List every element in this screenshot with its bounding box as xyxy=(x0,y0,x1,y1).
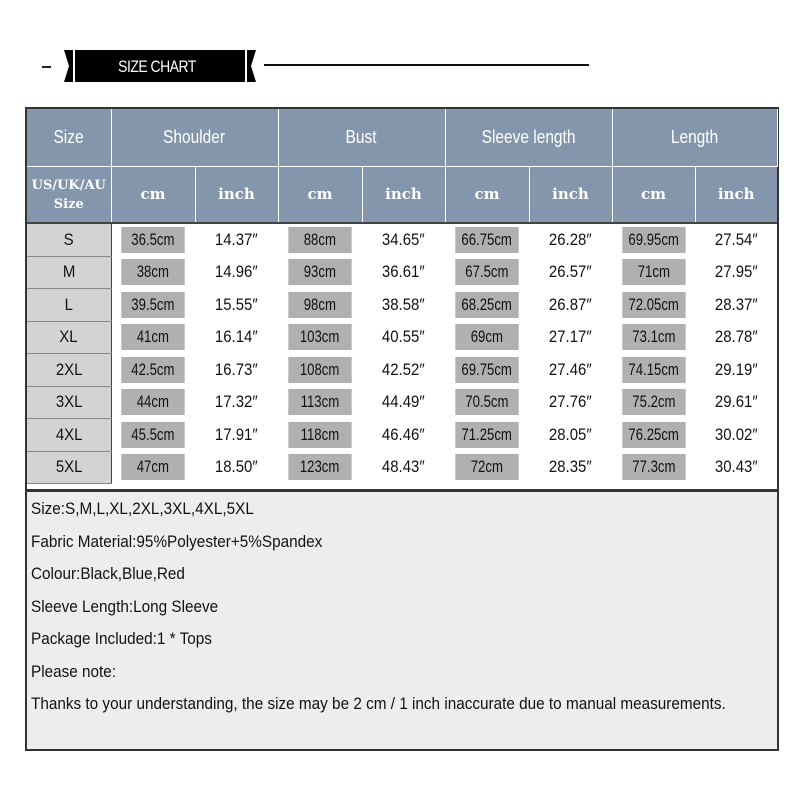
table-row xyxy=(27,354,777,387)
inch-cell xyxy=(362,451,445,484)
inch-cell xyxy=(195,256,278,289)
inch-cell xyxy=(695,289,777,322)
inch-cell xyxy=(362,419,445,452)
inch-cell xyxy=(362,256,445,289)
cm-cell xyxy=(111,386,195,419)
inch-cell xyxy=(529,256,612,289)
cm-cell xyxy=(278,451,362,484)
inch-cell xyxy=(695,451,777,484)
inch-cell xyxy=(529,289,612,322)
cm-value: 75.2cm xyxy=(631,392,676,412)
cm-cell xyxy=(445,386,529,419)
unit-inch: inch xyxy=(529,167,612,224)
inch-value: 27.76″ xyxy=(549,392,592,412)
group-header-row xyxy=(27,109,777,167)
inch-value: 28.78″ xyxy=(714,327,758,347)
inch-value: 16.14″ xyxy=(215,327,258,347)
table-row xyxy=(27,321,777,354)
cm-value: 118cm xyxy=(300,424,340,444)
size-cell xyxy=(27,386,111,419)
size-value: M xyxy=(62,262,75,282)
cm-value: 73.1cm xyxy=(631,327,676,347)
cm-cell xyxy=(111,256,195,289)
inch-cell xyxy=(529,321,612,354)
cm-cell xyxy=(445,321,529,354)
size-region-label: US/UK/AU Size xyxy=(27,167,111,224)
inch-cell xyxy=(695,386,777,419)
cm-value: 47cm xyxy=(137,457,170,477)
inch-value: 26.28″ xyxy=(549,229,592,249)
inch-value: 36.61″ xyxy=(382,262,425,282)
description-line: Colour:Black,Blue,Red xyxy=(31,564,185,583)
inch-cell xyxy=(695,354,777,387)
inch-value: 46.46″ xyxy=(382,424,425,444)
header-length: Length xyxy=(612,109,777,167)
cm-cell xyxy=(445,256,529,289)
unit-inch: inch xyxy=(195,167,278,224)
table-row xyxy=(27,256,777,289)
cm-value: 72.05cm xyxy=(628,294,679,314)
size-value: S xyxy=(63,229,74,249)
cm-value: 77.3cm xyxy=(631,457,676,477)
table-row xyxy=(27,386,777,419)
cm-cell xyxy=(445,354,529,387)
unit-cm: cm xyxy=(445,167,529,224)
cm-cell xyxy=(111,419,195,452)
inch-value: 17.32″ xyxy=(215,392,258,412)
cm-cell xyxy=(612,354,695,387)
inch-value: 27.54″ xyxy=(714,229,758,249)
inch-cell xyxy=(362,321,445,354)
size-table-body xyxy=(27,223,777,484)
inch-cell xyxy=(695,321,777,354)
cm-value: 39.5cm xyxy=(131,294,175,314)
description-line: Thanks to your understanding, the size may be 2 cm / 1 inch inaccurate due to manual measurements. xyxy=(31,694,726,713)
inch-cell xyxy=(362,289,445,322)
inch-cell xyxy=(195,289,278,322)
cm-cell xyxy=(111,354,195,387)
inch-value: 16.73″ xyxy=(215,359,258,379)
cm-cell xyxy=(445,419,529,452)
inch-value: 48.43″ xyxy=(382,457,425,477)
unit-cm: cm xyxy=(612,167,695,224)
size-value: L xyxy=(64,294,73,314)
inch-cell xyxy=(195,321,278,354)
size-value: 4XL xyxy=(55,424,83,444)
cm-cell xyxy=(278,354,362,387)
cm-value: 123cm xyxy=(300,457,340,477)
cm-value: 69.75cm xyxy=(461,359,513,379)
cm-cell xyxy=(612,289,695,322)
cm-cell xyxy=(278,386,362,419)
unit-header-row xyxy=(27,167,777,224)
size-table-container xyxy=(25,107,779,491)
cm-cell xyxy=(612,386,695,419)
cm-cell xyxy=(445,223,529,256)
cm-value: 36.5cm xyxy=(131,229,175,249)
cm-value: 93cm xyxy=(303,262,337,282)
size-cell xyxy=(27,451,111,484)
description-line: Fabric Material:95%Polyester+5%Spandex xyxy=(31,531,323,551)
cm-value: 70.5cm xyxy=(465,392,509,412)
inch-value: 27.95″ xyxy=(714,262,758,282)
inch-cell xyxy=(695,223,777,256)
inch-cell xyxy=(362,386,445,419)
inch-value: 26.87″ xyxy=(549,294,592,314)
cm-cell xyxy=(278,256,362,289)
table-row xyxy=(27,223,777,256)
inch-value: 27.17″ xyxy=(549,327,592,347)
inch-value: 15.55″ xyxy=(215,294,258,314)
size-cell xyxy=(27,321,111,354)
inch-value: 14.37″ xyxy=(215,229,258,249)
cm-cell xyxy=(278,289,362,322)
inch-cell xyxy=(195,419,278,452)
inch-cell xyxy=(195,354,278,387)
inch-value: 42.52″ xyxy=(382,359,425,379)
cm-value: 103cm xyxy=(300,327,340,347)
cm-cell xyxy=(278,223,362,256)
size-cell xyxy=(27,256,111,289)
table-row xyxy=(27,419,777,452)
inch-cell xyxy=(362,354,445,387)
cm-value: 71cm xyxy=(637,262,670,282)
cm-cell xyxy=(612,256,695,289)
cm-value: 68.25cm xyxy=(461,294,513,314)
inch-cell xyxy=(695,256,777,289)
cm-value: 67.5cm xyxy=(465,262,509,282)
size-table xyxy=(27,109,778,484)
cm-cell xyxy=(111,451,195,484)
inch-value: 30.43″ xyxy=(714,457,758,477)
size-value: 5XL xyxy=(55,457,83,477)
cm-value: 98cm xyxy=(303,294,337,314)
size-cell xyxy=(27,289,111,322)
cm-value: 42.5cm xyxy=(131,359,175,379)
cm-cell xyxy=(111,223,195,256)
cm-value: 69cm xyxy=(470,327,504,347)
inch-value: 30.02″ xyxy=(714,424,758,444)
unit-inch: inch xyxy=(695,167,777,224)
banner-title: SIZE CHART xyxy=(118,57,196,76)
cm-value: 113cm xyxy=(300,392,340,412)
cm-value: 41cm xyxy=(137,327,170,347)
description-line: Sleeve Length:Long Sleeve xyxy=(31,596,219,616)
cm-cell xyxy=(278,419,362,452)
size-value: 3XL xyxy=(55,392,83,412)
inch-cell xyxy=(195,223,278,256)
size-value: 2XL xyxy=(55,359,83,379)
inch-cell xyxy=(362,223,445,256)
inch-value: 28.05″ xyxy=(549,424,592,444)
description-line: Size:S,M,L,XL,2XL,3XL,4XL,5XL xyxy=(31,499,254,518)
cm-value: 88cm xyxy=(303,229,337,249)
cm-cell xyxy=(612,223,695,256)
cm-value: 45.5cm xyxy=(131,424,175,444)
size-cell xyxy=(27,354,111,387)
inch-cell xyxy=(195,451,278,484)
inch-cell xyxy=(529,451,612,484)
inch-cell xyxy=(529,386,612,419)
table-row xyxy=(27,451,777,484)
cm-value: 44cm xyxy=(137,392,170,412)
inch-cell xyxy=(695,419,777,452)
cm-value: 108cm xyxy=(300,359,340,379)
inch-value: 17.91″ xyxy=(215,424,258,444)
inch-value: 29.61″ xyxy=(714,392,758,412)
cm-cell xyxy=(445,451,529,484)
banner-rule xyxy=(264,64,589,66)
header-size: Size xyxy=(27,109,111,167)
cm-value: 38cm xyxy=(137,262,170,282)
inch-cell xyxy=(529,223,612,256)
inch-cell xyxy=(195,386,278,419)
inch-value: 14.96″ xyxy=(215,262,258,282)
inch-cell xyxy=(529,419,612,452)
header-sleeve-length: Sleeve length xyxy=(445,109,612,167)
header-shoulder: Shoulder xyxy=(111,109,278,167)
cm-cell xyxy=(111,321,195,354)
cm-value: 71.25cm xyxy=(461,424,513,444)
cm-value: 69.95cm xyxy=(628,229,679,249)
size-chart-banner xyxy=(0,44,800,88)
cm-cell xyxy=(612,451,695,484)
inch-value: 29.19″ xyxy=(714,359,758,379)
header-bust: Bust xyxy=(278,109,445,167)
inch-value: 26.57″ xyxy=(549,262,592,282)
inch-value: 44.49″ xyxy=(382,392,425,412)
cm-value: 72cm xyxy=(470,457,504,477)
description-line: Package Included:1 * Tops xyxy=(31,629,212,648)
banner-dash xyxy=(42,66,51,68)
inch-value: 34.65″ xyxy=(382,229,425,249)
cm-cell xyxy=(612,321,695,354)
inch-value: 28.37″ xyxy=(714,294,758,314)
cm-value: 76.25cm xyxy=(628,424,679,444)
cm-value: 74.15cm xyxy=(628,359,679,379)
unit-cm: cm xyxy=(278,167,362,224)
size-cell xyxy=(27,223,111,256)
description-line: Please note: xyxy=(31,661,117,681)
cm-cell xyxy=(445,289,529,322)
inch-value: 28.35″ xyxy=(549,457,592,477)
inch-value: 40.55″ xyxy=(382,327,425,347)
inch-value: 38.58″ xyxy=(382,294,425,314)
cm-value: 66.75cm xyxy=(461,229,513,249)
inch-value: 18.50″ xyxy=(215,457,258,477)
unit-cm: cm xyxy=(111,167,195,224)
cm-cell xyxy=(111,289,195,322)
inch-value: 27.46″ xyxy=(549,359,592,379)
size-value: XL xyxy=(59,327,78,347)
cm-cell xyxy=(612,419,695,452)
product-description xyxy=(25,490,779,751)
inch-cell xyxy=(529,354,612,387)
cm-cell xyxy=(278,321,362,354)
size-cell xyxy=(27,419,111,452)
unit-inch: inch xyxy=(362,167,445,224)
table-row xyxy=(27,289,777,322)
